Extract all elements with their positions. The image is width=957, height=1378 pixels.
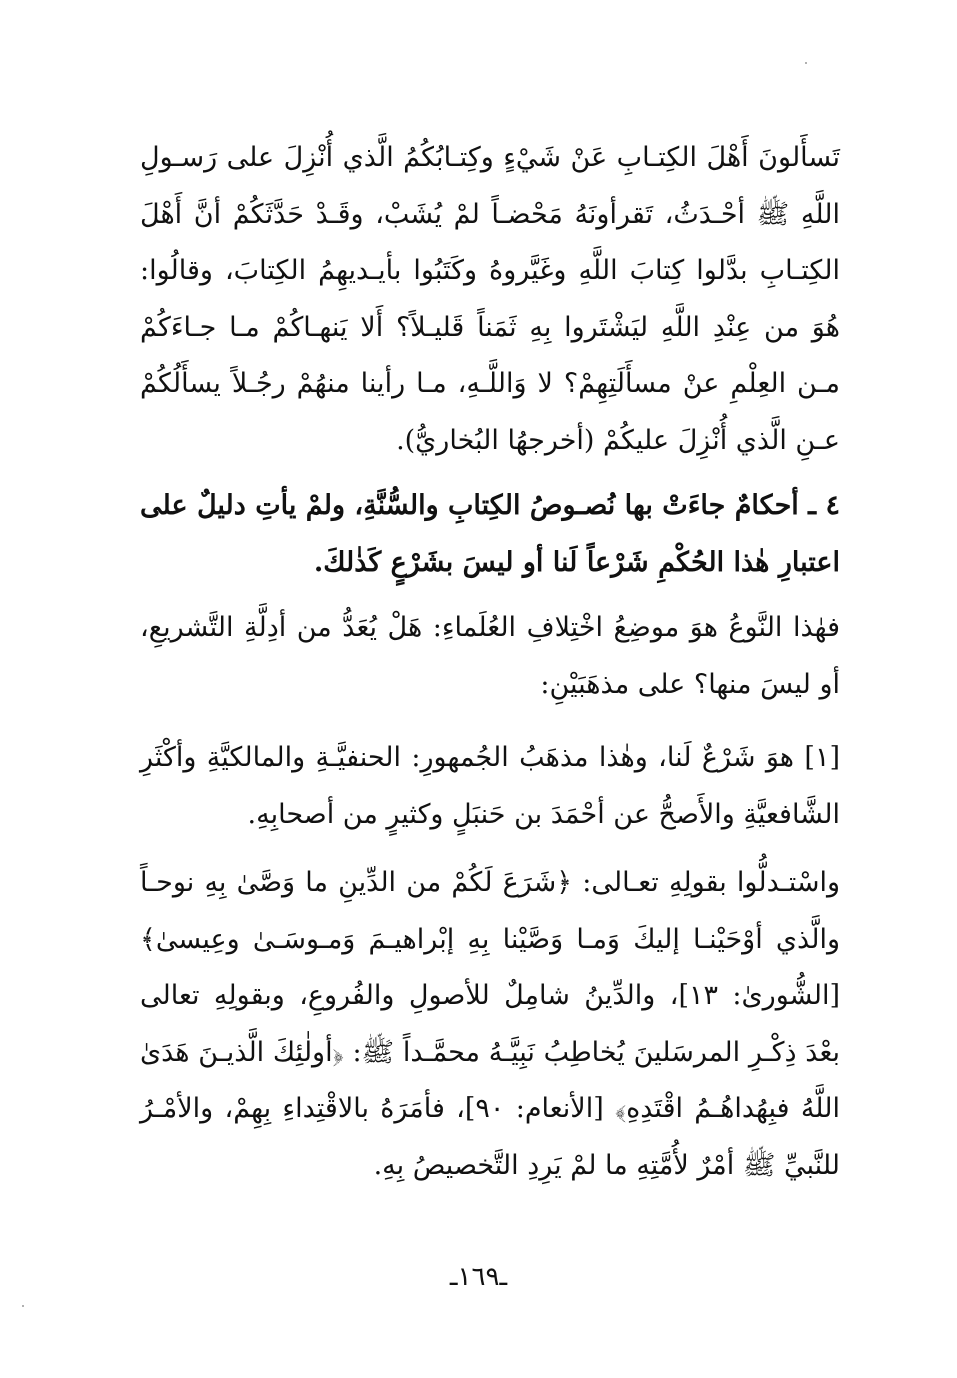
paragraph-first-opinion: [١] هوَ شَرْعٌ لَنا، وهٰذا مذهَبُ الجُمهورِ: الحنفيَّـةِ والمالكيَّةِ وأكْثَرِ الشَّافعيَّةِ والأَصحُّ عن أحْمَدَ بن حَنبَلٍ وكثيرٍ من أصحابِهِ. (140, 742, 840, 830)
page-number: ـ١٦٩ـ (449, 1262, 508, 1292)
scan-speck (805, 62, 807, 64)
paragraph-scholars-disagreement: فهٰذا النَّوعُ هوَ موضِعُ اخْتِلافِ العُلَماءِ: هَلْ يُعَدُّ من أدِلَّةِ التَّشريعِ، أو ليسَ منها؟ على مذهَبَيْنِ: (140, 612, 840, 700)
paragraph-section-heading: ٤ ـ أحكامٌ جاءَتْ بها نُصـوصُ الكِتابِ والسُّنَّةِ، ولمْ يأتِ دليلٌ على اعتبارِ هٰذا الحُكْمِ شَرْعاً لَنا أو ليسَ بشَرْعٍ كَذٰلكَ. (140, 490, 840, 578)
paragraph-hadith-quote: تَسأَلونَ أَهْلَ الكِتـابِ عَنْ شَيْءٍ وكِتـابُكُمُ الَّذي أُنْزِلَ على رَسـولِ اللَّهِ ﷺ أحْـدَثُ، تَقرأونَهُ مَحْضـاً لمْ يُشَبْ، وقَـدْ حَدَّثَكُمْ أنَّ أَهْلَ الكِتـابِ بدَّلوا كِتابَ اللَّهِ وغَيَّروهُ وكَتَبُوا بأيـديهِمُ الكِتابَ، وقالُوا: هُوَ من عِنْدِ اللَّهِ ليَشْتَروا بِهِ ثَمَناً قَليـلاً؟ أَلا يَنهـاكُمْ مـا جـاءَكُمْ مـن العِلْمِ عنْ مسأَلَتِهِمْ؟ لا وَاللَّـهِ، مـا رأينا منهُمْ رجُـلاً يسأَلُكُمْ عـنِ الَّذي أُنْزِلَ عليكُمْ (أخرجهُا البُخاريُّ). (140, 142, 840, 456)
scan-speck (22, 1305, 24, 1307)
paragraph-evidence: واسْتـدلُّوا بقولِهِ تعـالى: ﴿شَرَعَ لَكُمْ من الدِّينِ ما وَصَّىٰ بِهِ نوحـاً والَّذي أوْحَيْنـا إليكَ وَمـا وَصَّيْنا بِهِ إبْراهيـمَ وَمـوسَـىٰ وعِيسىٰ﴾ [الشُّورىٰ: ١٣]، والدِّينُ شامِلٌ للأصولِ والفُروعِ، وبقولِهِ تعالى بعْدَ ذِكْـرِ المرسَلينَ يُخاطِبُ نَبِيَّـهُ محمَّـداً ﷺ: ﴿أولٰئِكَ الَّذيـنَ هَدَىٰ اللَّهُ فبِهُداهُـمُ اقْتَدِهِ﴾ [الأنعام: ٩٠]، فأمَرَهُ بالاقْتِداءِ بِهِمْ، والأمْـرُ للنَّبيِّ ﷺ أمْرٌ لأُمَّتِهِ ما لمْ يَرِدِ التَّخصيصُ بِهِ. (140, 867, 840, 1181)
